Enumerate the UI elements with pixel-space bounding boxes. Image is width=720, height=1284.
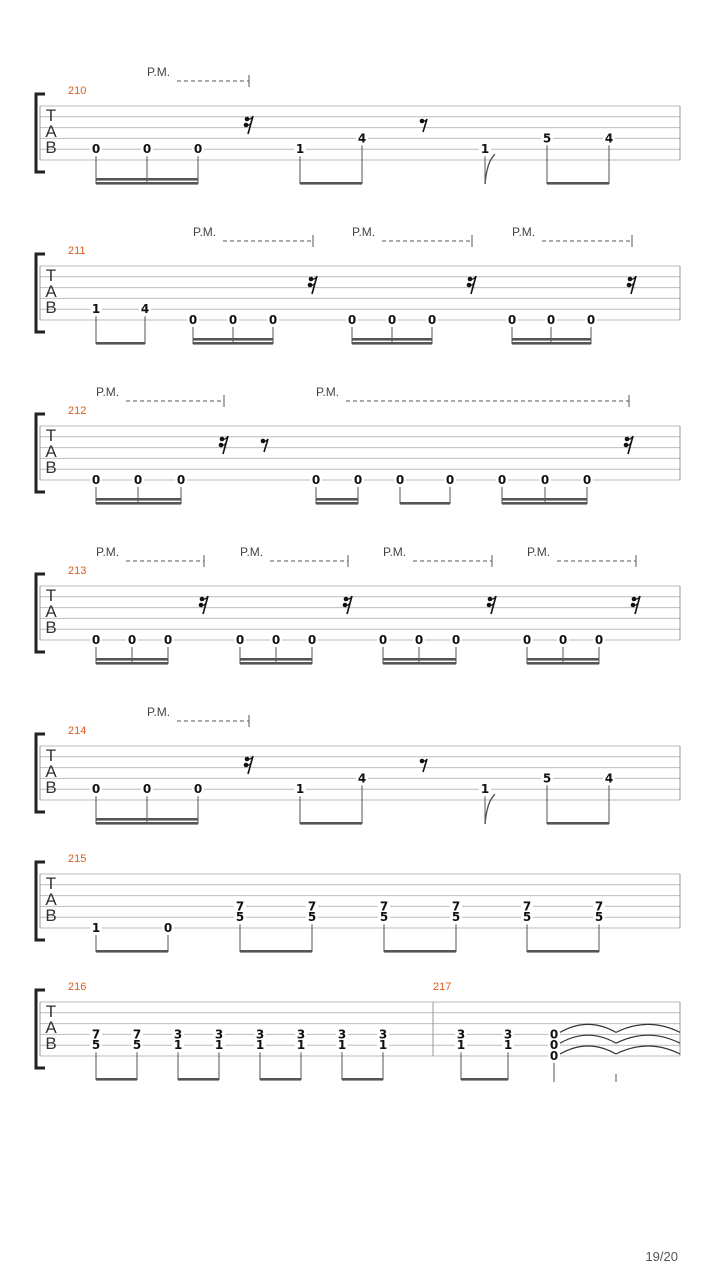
fret-number: 7 xyxy=(307,899,317,914)
fret-number: 4 xyxy=(357,131,367,146)
tab-clef-letter: B xyxy=(45,1034,57,1053)
fret-number: 0 xyxy=(594,633,604,647)
fret-number: 5 xyxy=(379,910,389,925)
fret-number: 0 xyxy=(427,313,437,327)
fret-number: 7 xyxy=(522,899,532,914)
palm-mute-label: P.M. xyxy=(512,225,536,239)
fret-number: 7 xyxy=(594,899,604,914)
beam xyxy=(193,342,273,345)
fret-number: 0 xyxy=(193,142,203,157)
measure-number: 212 xyxy=(68,405,87,417)
fret-number: 0 xyxy=(142,782,152,797)
tab-clef-letter: B xyxy=(45,138,57,157)
fret-number: 1 xyxy=(295,782,305,797)
beam xyxy=(96,950,168,953)
beam xyxy=(96,662,168,665)
system-5 xyxy=(36,715,680,825)
tie xyxy=(616,1024,680,1032)
fret-number: 0 xyxy=(546,313,556,327)
fret-number: 0 xyxy=(414,633,424,647)
fret-number: 1 xyxy=(91,921,101,935)
beam xyxy=(383,662,456,665)
beam xyxy=(352,338,432,341)
fret-number: 0 xyxy=(307,633,317,647)
fret-number: 1 xyxy=(91,302,101,317)
fret-number: 0 xyxy=(395,473,405,487)
measure-number: 214 xyxy=(68,725,87,737)
palm-mute-label: P.M. xyxy=(193,225,217,239)
beam xyxy=(96,822,198,825)
fret-number: 0 xyxy=(451,633,461,647)
palm-mute-label: P.M. xyxy=(96,385,120,399)
fret-number: 0 xyxy=(549,1049,559,1063)
fret-number: 0 xyxy=(235,633,245,647)
fret-number: 0 xyxy=(228,313,238,327)
beam xyxy=(96,818,198,821)
fret-number: 5 xyxy=(235,910,245,925)
measure-number: 211 xyxy=(68,245,86,257)
palm-mute-label: P.M. xyxy=(147,705,171,719)
beam xyxy=(383,658,456,661)
measure-number: 213 xyxy=(68,565,87,577)
beam xyxy=(178,1078,219,1081)
fret-number: 1 xyxy=(480,782,490,797)
fret-number: 4 xyxy=(604,131,614,146)
fret-number: 5 xyxy=(132,1038,142,1053)
fret-number: 5 xyxy=(522,910,532,925)
tie xyxy=(616,1035,680,1043)
beam xyxy=(547,182,609,185)
fret-number: 1 xyxy=(337,1038,347,1053)
fret-number: 3 xyxy=(378,1027,388,1042)
tie xyxy=(560,1046,616,1054)
fret-number: 5 xyxy=(307,910,317,925)
fret-number: 3 xyxy=(214,1027,224,1042)
beam xyxy=(384,950,456,953)
beam xyxy=(96,498,181,501)
beam xyxy=(300,822,362,825)
system-1 xyxy=(36,75,680,185)
beam xyxy=(342,1078,383,1081)
beam xyxy=(96,342,145,345)
fret-number: 0 xyxy=(193,782,203,797)
system-2 xyxy=(36,235,680,345)
fret-number: 0 xyxy=(142,142,152,157)
beam xyxy=(502,498,587,501)
tab-clef-letter: T xyxy=(45,1002,57,1021)
beam xyxy=(96,1078,137,1081)
fret-number: 1 xyxy=(480,142,490,157)
beam xyxy=(527,950,599,953)
system-3 xyxy=(36,395,680,505)
beam xyxy=(316,502,358,505)
fret-number: 4 xyxy=(357,771,367,786)
eighth-rest xyxy=(261,439,268,452)
sixteenth-rest xyxy=(219,436,228,454)
beam xyxy=(316,498,358,501)
sixteenth-rest xyxy=(467,276,476,294)
measure-number: 215 xyxy=(68,853,87,865)
system-4 xyxy=(36,555,680,665)
fret-number: 0 xyxy=(163,633,173,647)
fret-number: 1 xyxy=(378,1038,388,1053)
tab-clef-letter: T xyxy=(45,586,57,605)
fret-number: 0 xyxy=(558,633,568,647)
eighth-rest xyxy=(420,119,427,132)
fret-number: 0 xyxy=(549,1027,559,1042)
beam xyxy=(240,662,312,665)
tab-clef-letter: A xyxy=(45,1018,57,1037)
beam xyxy=(547,822,609,825)
fret-number: 7 xyxy=(235,899,245,914)
fret-number: 0 xyxy=(353,473,363,487)
system-6 xyxy=(36,862,680,953)
fret-number: 1 xyxy=(456,1038,466,1053)
fret-number: 5 xyxy=(542,771,552,786)
fret-number: 1 xyxy=(173,1038,183,1053)
beam xyxy=(352,342,432,345)
palm-mute-label: P.M. xyxy=(316,385,340,399)
beam xyxy=(461,1078,508,1081)
fret-number: 0 xyxy=(522,633,532,647)
fret-number: 0 xyxy=(311,473,321,487)
tab-clef-letter: B xyxy=(45,906,57,925)
tab-clef-letter: T xyxy=(45,266,57,285)
beam xyxy=(512,342,591,345)
sixteenth-rest xyxy=(487,596,496,614)
beam xyxy=(512,338,591,341)
note-flag xyxy=(485,154,495,184)
fret-number: 1 xyxy=(296,1038,306,1053)
fret-number: 7 xyxy=(132,1027,142,1042)
fret-number: 1 xyxy=(295,142,305,157)
fret-number: 0 xyxy=(91,782,101,797)
fret-number: 3 xyxy=(503,1027,513,1042)
beam xyxy=(527,658,599,661)
palm-mute-label: P.M. xyxy=(147,65,171,79)
palm-mute-label: P.M. xyxy=(240,545,264,559)
measure-number: 216 xyxy=(68,981,87,993)
fret-number: 5 xyxy=(451,910,461,925)
beam xyxy=(400,502,450,505)
beam xyxy=(527,662,599,665)
fret-number: 0 xyxy=(347,313,357,327)
note-flag xyxy=(485,794,495,824)
tab-clef-letter: B xyxy=(45,458,57,477)
fret-number: 7 xyxy=(451,899,461,914)
fret-number: 0 xyxy=(91,633,101,647)
fret-number: 7 xyxy=(91,1027,101,1042)
beam xyxy=(96,182,198,185)
fret-number: 0 xyxy=(163,921,173,935)
eighth-rest xyxy=(420,759,427,772)
fret-number: 1 xyxy=(214,1038,224,1053)
fret-number: 0 xyxy=(127,633,137,647)
sixteenth-rest xyxy=(631,596,640,614)
fret-number: 7 xyxy=(379,899,389,914)
sixteenth-rest xyxy=(308,276,317,294)
beam xyxy=(96,658,168,661)
fret-number: 0 xyxy=(378,633,388,647)
tab-clef-letter: T xyxy=(45,746,57,765)
fret-number: 0 xyxy=(133,473,143,487)
tab-clef-letter: B xyxy=(45,778,57,797)
palm-mute-label: P.M. xyxy=(352,225,376,239)
tab-clef-letter: T xyxy=(45,426,57,445)
beam xyxy=(300,182,362,185)
tie xyxy=(616,1046,680,1054)
fret-number: 0 xyxy=(507,313,517,327)
fret-number: 4 xyxy=(140,302,150,317)
sixteenth-rest xyxy=(199,596,208,614)
fret-number: 0 xyxy=(586,313,596,327)
tab-clef-letter: A xyxy=(45,890,57,909)
beam xyxy=(193,338,273,341)
fret-number: 0 xyxy=(91,473,101,487)
fret-number: 0 xyxy=(176,473,186,487)
fret-number: 5 xyxy=(91,1038,101,1053)
tab-clef-letter: B xyxy=(45,298,57,317)
fret-number: 0 xyxy=(271,633,281,647)
fret-number: 3 xyxy=(456,1027,466,1042)
fret-number: 0 xyxy=(387,313,397,327)
fret-number: 0 xyxy=(549,1038,559,1053)
fret-number: 0 xyxy=(497,473,507,487)
tab-clef-letter: A xyxy=(45,442,57,461)
fret-number: 5 xyxy=(542,131,552,146)
beam xyxy=(96,502,181,505)
tie xyxy=(560,1035,616,1043)
fret-number: 0 xyxy=(445,473,455,487)
beam xyxy=(96,178,198,181)
tab-clef-letter: B xyxy=(45,618,57,637)
tab-clef-letter: A xyxy=(45,122,57,141)
sixteenth-rest xyxy=(244,756,253,774)
measure-number: 217 xyxy=(433,981,452,993)
fret-number: 1 xyxy=(503,1038,513,1053)
measure-number: 210 xyxy=(68,85,87,97)
palm-mute-label: P.M. xyxy=(527,545,551,559)
tab-clef-letter: A xyxy=(45,762,57,781)
beam xyxy=(502,502,587,505)
beam xyxy=(240,658,312,661)
sixteenth-rest xyxy=(343,596,352,614)
fret-number: 3 xyxy=(296,1027,306,1042)
sixteenth-rest xyxy=(627,276,636,294)
fret-number: 0 xyxy=(91,142,101,157)
sixteenth-rest xyxy=(244,116,253,134)
tab-clef-letter: A xyxy=(45,282,57,301)
page-number: 19/20 xyxy=(645,1249,678,1264)
fret-number: 5 xyxy=(594,910,604,925)
fret-number: 0 xyxy=(188,313,198,327)
palm-mute-label: P.M. xyxy=(383,545,407,559)
tab-clef-letter: T xyxy=(45,106,57,125)
tab-clef-letter: A xyxy=(45,602,57,621)
beam xyxy=(240,950,312,953)
fret-number: 3 xyxy=(173,1027,183,1042)
beam xyxy=(260,1078,301,1081)
fret-number: 3 xyxy=(337,1027,347,1042)
fret-number: 0 xyxy=(540,473,550,487)
fret-number: 0 xyxy=(268,313,278,327)
fret-number: 4 xyxy=(604,771,614,786)
palm-mute-label: P.M. xyxy=(96,545,120,559)
fret-number: 3 xyxy=(255,1027,265,1042)
fret-number: 0 xyxy=(582,473,592,487)
tab-clef-letter: T xyxy=(45,874,57,893)
sixteenth-rest xyxy=(624,436,633,454)
tie xyxy=(560,1024,616,1032)
fret-number: 1 xyxy=(255,1038,265,1053)
